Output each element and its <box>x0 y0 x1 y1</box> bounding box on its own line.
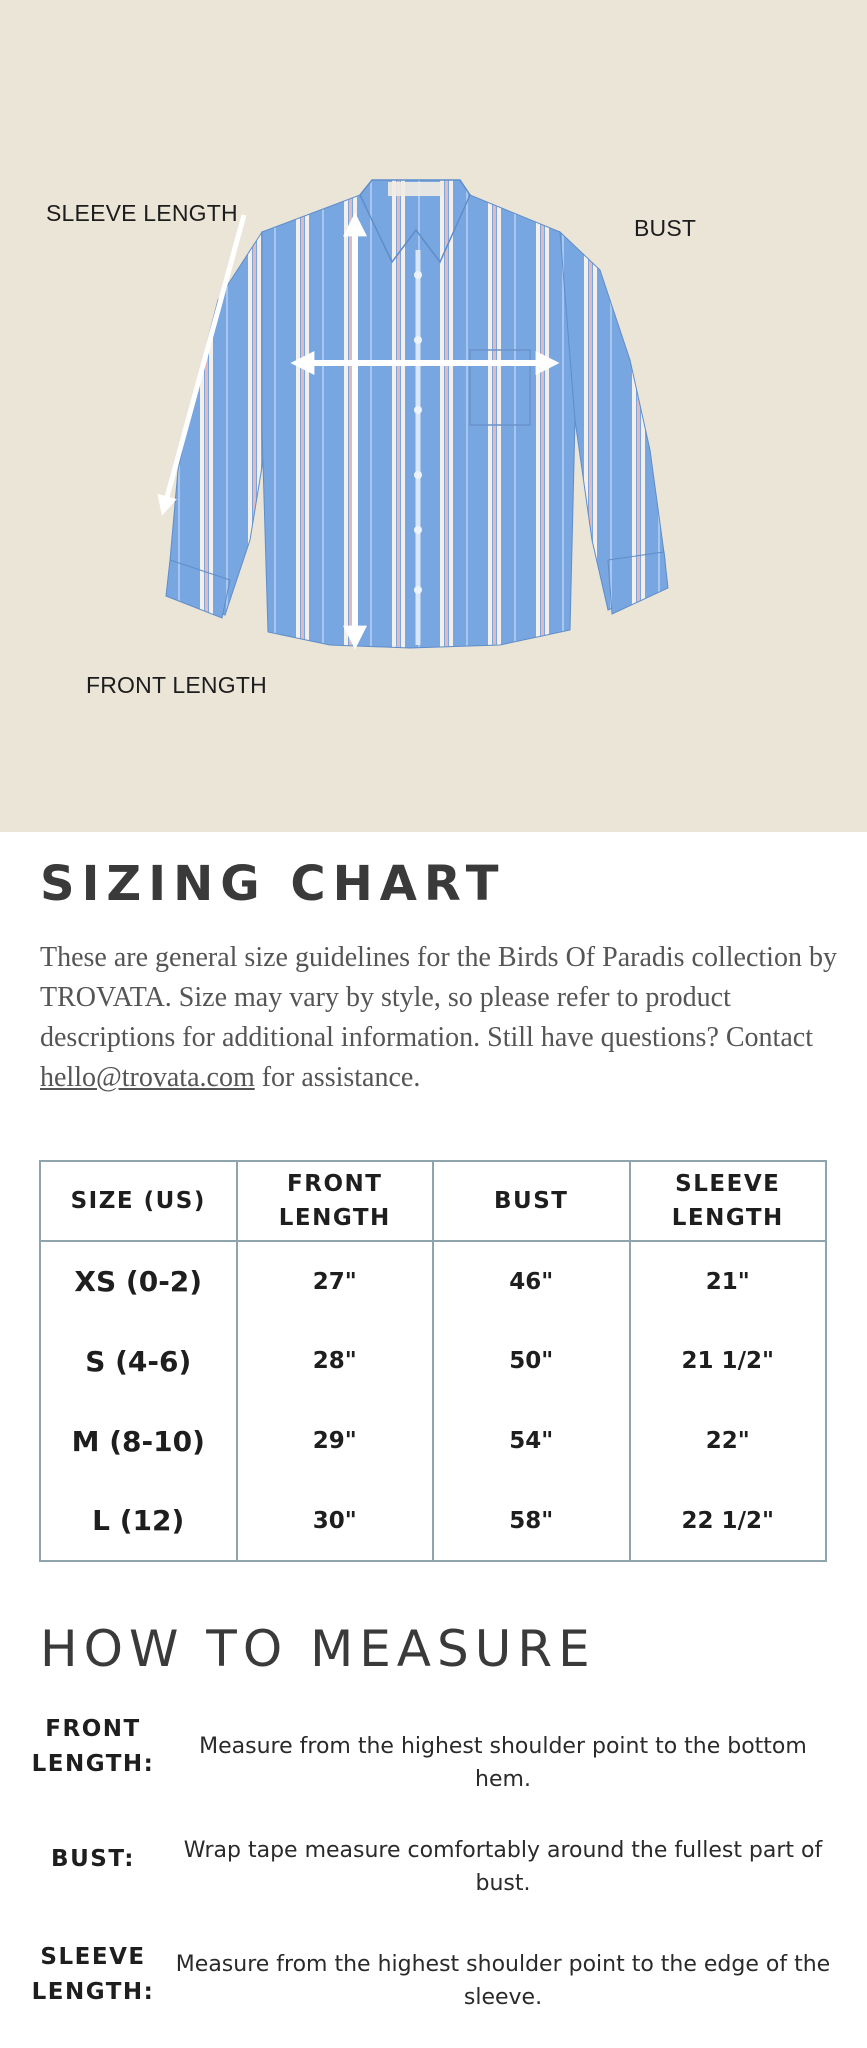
header-sleeve-length: SLEEVE LENGTH <box>630 1161 827 1241</box>
front-length-cell: 28" <box>237 1321 434 1401</box>
size-cell: L (12) <box>40 1481 237 1561</box>
button <box>414 406 422 414</box>
header-bust: BUST <box>433 1161 630 1241</box>
front-length-cell: 27" <box>237 1241 434 1321</box>
bust-cell: 50" <box>433 1321 630 1401</box>
sleeve-length-label: SLEEVE LENGTH <box>46 200 238 226</box>
bust-cell: 46" <box>433 1241 630 1321</box>
front-length-label: FRONT LENGTH <box>86 672 267 698</box>
measure-label: FRONT LENGTH: <box>31 1716 155 1777</box>
bust-label: BUST <box>634 215 697 241</box>
table-header-row <box>40 1161 826 1241</box>
page-title: SIZING CHART <box>40 856 506 912</box>
right-cuff <box>608 552 668 614</box>
front-length-cell: 29" <box>237 1401 434 1481</box>
table-row <box>40 1481 826 1561</box>
how-to-measure-title: HOW TO MEASURE <box>40 1620 596 1678</box>
bust-cell: 54" <box>433 1401 630 1481</box>
front-length-cell: 30" <box>237 1481 434 1561</box>
intro-paragraph <box>40 938 840 1098</box>
measure-label: SLEEVE LENGTH: <box>31 1944 155 2005</box>
shirt-illustration <box>0 0 867 832</box>
sleeve-length-cell: 22" <box>630 1401 827 1481</box>
header-size: SIZE (US) <box>40 1161 237 1241</box>
button <box>414 471 422 479</box>
sleeve-length-cell: 21" <box>630 1241 827 1321</box>
size-cell: M (8-10) <box>40 1401 237 1481</box>
sleeve-length-cell: 22 1/2" <box>630 1481 827 1561</box>
shirt-diagram <box>0 0 867 832</box>
button <box>414 336 422 344</box>
button <box>414 586 422 594</box>
table-row <box>40 1401 826 1481</box>
measure-description: Measure from the highest shoulder point to the edge of the sleeve. <box>175 1952 831 2010</box>
table-row <box>40 1321 826 1401</box>
button <box>414 271 422 279</box>
measure-description: Measure from the highest shoulder point to the bottom hem. <box>199 1734 807 1792</box>
sleeve-length-cell: 21 1/2" <box>630 1321 827 1401</box>
label-tag <box>388 182 444 196</box>
button <box>414 526 422 534</box>
bust-cell: 58" <box>433 1481 630 1561</box>
email-link[interactable]: hello@trovata.com <box>40 1062 255 1093</box>
table-row <box>40 1241 826 1321</box>
header-front-length: FRONT LENGTH <box>237 1161 434 1241</box>
size-cell: S (4-6) <box>40 1321 237 1401</box>
sizing-table <box>39 1160 827 1562</box>
intro-suffix: for assistance. <box>261 1062 421 1093</box>
intro-text: These are general size guidelines for the Birds Of Paradis collection by TROVATA. Size may vary by style, so please refer to product descriptions for additional information. Still have questions? Contact <box>40 942 837 1053</box>
measure-label: BUST: <box>51 1846 135 1872</box>
size-cell: XS (0-2) <box>40 1241 237 1321</box>
measure-description: Wrap tape measure comfortably around the fullest part of bust. <box>183 1838 823 1896</box>
